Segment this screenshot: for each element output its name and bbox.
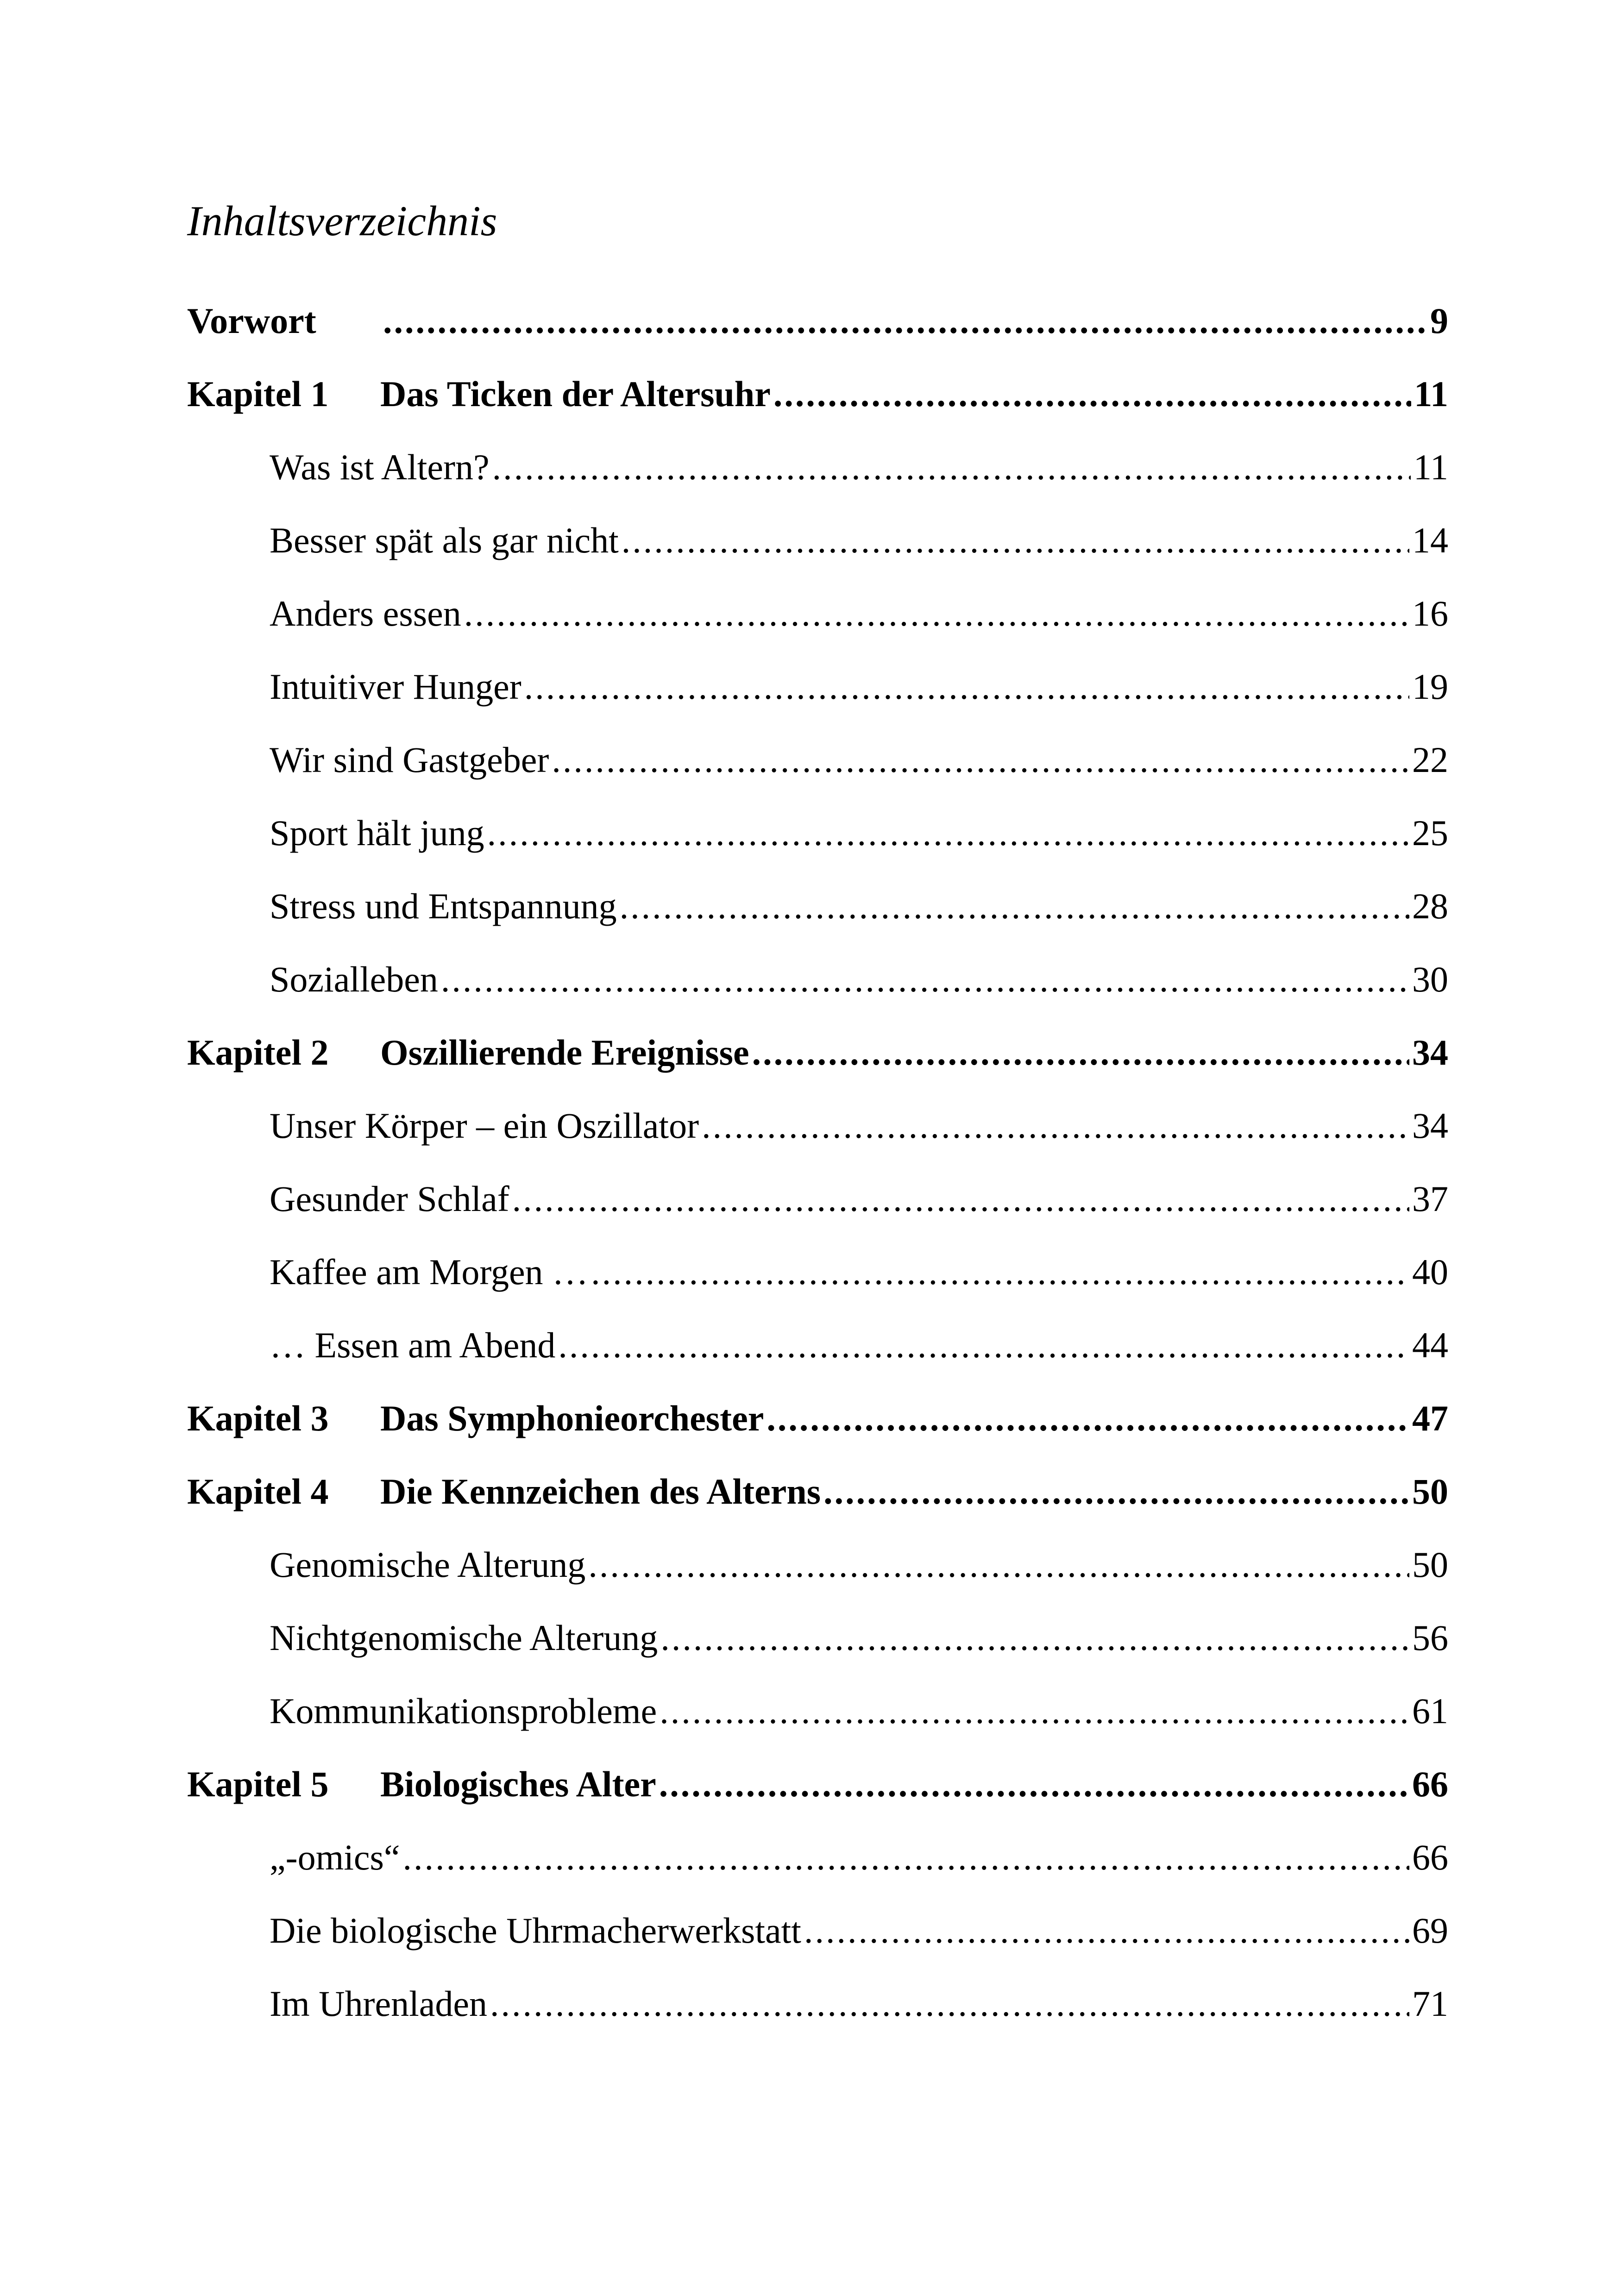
entry-title: Intuitiver Hunger [270, 666, 521, 707]
toc-section-entry[interactable] [187, 504, 1448, 577]
toc-section-entry[interactable] [187, 1236, 1448, 1309]
dot-leader [490, 1967, 1409, 2040]
page-number: 50 [1412, 1544, 1448, 1585]
dot-leader [441, 943, 1409, 1016]
entry-title: Die Kennzeichen des Alterns [380, 1471, 821, 1512]
toc-section-entry[interactable] [187, 1162, 1448, 1236]
dot-leader [464, 577, 1409, 650]
dot-leader [620, 870, 1409, 943]
entry-title: „-omics“ [270, 1837, 400, 1877]
page-title: Inhaltsverzeichnis [187, 197, 497, 245]
page-number: 34 [1412, 1032, 1448, 1073]
dot-leader [492, 431, 1411, 504]
page-number: 30 [1412, 959, 1448, 999]
page-number: 66 [1412, 1837, 1448, 1877]
dot-leader [752, 1016, 1409, 1089]
toc-section-entry[interactable] [187, 870, 1448, 943]
toc-section-entry[interactable] [187, 1528, 1448, 1601]
entry-title: Sport hält jung [270, 813, 484, 853]
dot-leader [487, 797, 1409, 870]
page-number: 66 [1412, 1764, 1448, 1804]
page-number: 71 [1412, 1983, 1448, 2024]
page-number: 44 [1412, 1325, 1448, 1365]
page-number: 40 [1412, 1252, 1448, 1292]
page-number: 56 [1412, 1618, 1448, 1658]
entry-title: Oszillierende Ereignisse [380, 1032, 749, 1073]
dot-leader [552, 723, 1409, 797]
toc-section-entry[interactable] [187, 1967, 1448, 2040]
toc-section-entry[interactable] [187, 1821, 1448, 1894]
dot-leader [591, 1236, 1409, 1309]
entry-title: Besser spät als gar nicht [270, 520, 619, 560]
entry-title: Sozialleben [270, 959, 438, 999]
entry-title: Kommunikationsprobleme [270, 1691, 657, 1731]
page-number: 69 [1412, 1910, 1448, 1951]
toc-chapter-entry[interactable] [187, 1455, 1448, 1528]
dot-leader [403, 1821, 1409, 1894]
entry-title: Kaffee am Morgen … [270, 1252, 589, 1292]
page-number: 14 [1412, 520, 1448, 560]
toc-section-entry[interactable] [187, 723, 1448, 797]
toc-chapter-entry[interactable] [187, 1016, 1448, 1089]
toc-section-entry[interactable] [187, 943, 1448, 1016]
page-number: 16 [1412, 593, 1448, 634]
chapter-label: Kapitel 5 [187, 1764, 329, 1804]
toc-section-entry[interactable] [187, 1601, 1448, 1675]
entry-title: Stress und Entspannung [270, 886, 617, 926]
toc-section-entry[interactable] [187, 431, 1448, 504]
dot-leader [773, 358, 1411, 431]
page-number: 11 [1414, 374, 1448, 414]
dot-leader [804, 1894, 1409, 1967]
entry-title: Genomische Alterung [270, 1544, 586, 1585]
entry-title: Das Ticken der Altersuhr [380, 374, 771, 414]
entry-title: Wir sind Gastgeber [270, 740, 549, 780]
entry-title: Was ist Altern? [270, 447, 490, 487]
dot-leader [512, 1162, 1409, 1236]
dot-leader [622, 504, 1409, 577]
page-number: 22 [1412, 740, 1448, 780]
dot-leader [823, 1455, 1409, 1528]
toc-section-entry[interactable] [187, 1675, 1448, 1748]
dot-leader [702, 1089, 1409, 1162]
dot-leader [659, 1748, 1409, 1821]
toc-section-entry[interactable] [187, 797, 1448, 870]
dot-leader [767, 1382, 1409, 1455]
chapter-label: Kapitel 4 [187, 1471, 329, 1512]
dot-leader [660, 1675, 1409, 1748]
chapter-label: Kapitel 2 [187, 1032, 329, 1073]
chapter-label: Kapitel 1 [187, 374, 329, 414]
page-number: 11 [1413, 447, 1448, 487]
dot-leader [383, 284, 1427, 358]
entry-title: Biologisches Alter [380, 1764, 656, 1804]
page-number: 47 [1412, 1398, 1448, 1438]
entry-title: Nichtgenomische Alterung [270, 1618, 658, 1658]
page-number: 34 [1412, 1105, 1448, 1146]
chapter-label: Vorwort [187, 301, 316, 341]
entry-title: Die biologische Uhrmacherwerkstatt [270, 1910, 801, 1951]
page-number: 19 [1412, 666, 1448, 707]
entry-title: … Essen am Abend [270, 1325, 556, 1365]
dot-leader [524, 650, 1409, 723]
entry-title: Das Symphonieorchester [380, 1398, 764, 1438]
toc-chapter-entry[interactable] [187, 358, 1448, 431]
entry-title: Unser Körper – ein Oszillator [270, 1105, 699, 1146]
toc-chapter-entry[interactable] [187, 284, 1448, 358]
dot-leader [588, 1528, 1409, 1601]
toc-chapter-entry[interactable] [187, 1748, 1448, 1821]
page-number: 61 [1412, 1691, 1448, 1731]
chapter-label: Kapitel 3 [187, 1398, 329, 1438]
toc-section-entry[interactable] [187, 1894, 1448, 1967]
toc-section-entry[interactable] [187, 1089, 1448, 1162]
entry-title: Gesunder Schlaf [270, 1179, 509, 1219]
toc-section-entry[interactable] [187, 577, 1448, 650]
dot-leader [660, 1601, 1409, 1675]
page-number: 25 [1412, 813, 1448, 853]
page-number: 37 [1412, 1179, 1448, 1219]
toc-section-entry[interactable] [187, 650, 1448, 723]
entry-title: Anders essen [270, 593, 461, 634]
page-number: 9 [1430, 301, 1448, 341]
toc-chapter-entry[interactable] [187, 1382, 1448, 1455]
toc-section-entry[interactable] [187, 1309, 1448, 1382]
entry-title: Im Uhrenladen [270, 1983, 487, 2024]
table-of-contents [187, 284, 1448, 2040]
page-number: 50 [1412, 1471, 1448, 1512]
dot-leader [558, 1309, 1409, 1382]
page-number: 28 [1412, 886, 1448, 926]
